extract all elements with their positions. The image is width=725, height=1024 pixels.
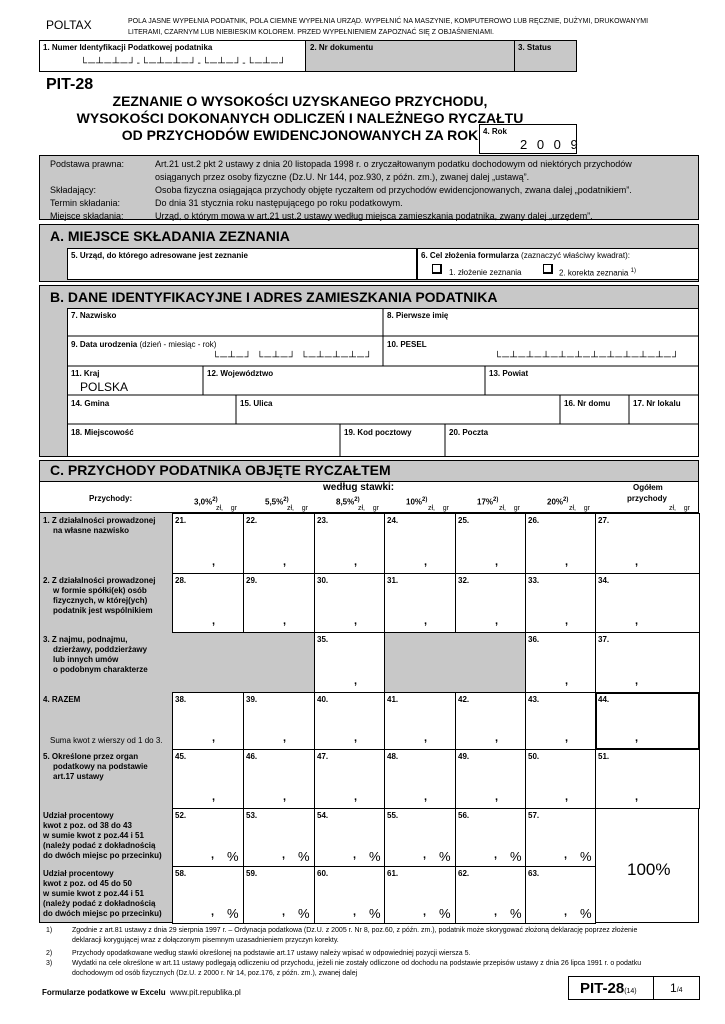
- c-cell-num-53: 53.: [246, 811, 258, 820]
- c-cell-comma: ,: [354, 615, 358, 627]
- c-cell-comma: ,: [635, 791, 639, 803]
- c-cell-34[interactable]: [595, 573, 700, 633]
- c-cell-num-35: 35.: [317, 635, 329, 644]
- c-row-label-0: 1. Z działalności prowadzonej na własne nazwisko: [43, 516, 156, 535]
- c-cell-percent: %: [510, 906, 522, 921]
- c-cell-num-47: 47.: [317, 752, 329, 761]
- c-total-label: Ogółem: [633, 483, 663, 492]
- c-rate-units-3: zł, gr: [428, 505, 450, 512]
- c-cell-comma: ,: [424, 791, 428, 803]
- footer-code: PIT-28(14): [580, 980, 637, 997]
- c-cell-44[interactable]: [595, 692, 700, 750]
- c-cell-num-57: 57.: [528, 811, 540, 820]
- c-cell-num-21: 21.: [175, 516, 187, 525]
- c-cell-comma: ,: [424, 615, 428, 627]
- c-row-label-4: 5. Określone przez organ podatkowy na podstawie art.17 ustawy: [43, 752, 148, 781]
- c-rate-units-4: zł, gr: [499, 505, 521, 512]
- c-total-units: zł, gr: [669, 505, 691, 512]
- c-cell-comma: ,: [211, 849, 215, 861]
- c-cell-num-61: 61.: [387, 869, 399, 878]
- c-cell-comma: ,: [353, 906, 357, 918]
- c-cell-num-59: 59.: [246, 869, 258, 878]
- street-label: 15. Ulica: [240, 399, 273, 408]
- postcode-label: 19. Kod pocztowy: [344, 428, 412, 437]
- form-code: PIT-28: [46, 76, 94, 93]
- c-cell-num-62: 62.: [458, 869, 470, 878]
- c-cell-comma: ,: [565, 675, 569, 687]
- section-b-title: B. DANE IDENTYFIKACYJNE I ADRES ZAMIESZKANIA PODATNIKA: [50, 289, 498, 305]
- c-cell-comma: ,: [354, 556, 358, 568]
- c-cell-37[interactable]: [595, 632, 700, 693]
- c-cell-num-51: 51.: [598, 752, 610, 761]
- voivodeship-label: 12. Województwo: [207, 369, 274, 378]
- birthdate-label: 9. Data urodzenia (dzień - miesiąc - rok): [71, 340, 217, 349]
- c-cell-num-60: 60.: [317, 869, 329, 878]
- c-cell-percent: %: [298, 906, 310, 921]
- c-row-label-2: 3. Z najmu, podnajmu, dzierżawy, poddzierżawy lub innych umów o podobnym charakterze: [43, 635, 148, 674]
- c-rate-3: 10%$^{2)}$: [406, 497, 428, 507]
- c-cell-num-32: 32.: [458, 576, 470, 585]
- c-cell-num-45: 45.: [175, 752, 187, 761]
- c-cell-comma: ,: [494, 906, 498, 918]
- c-cell-comma: ,: [565, 732, 569, 744]
- c-cell-comma: ,: [283, 556, 287, 568]
- c-cell-num-33: 33.: [528, 576, 540, 585]
- c-cell-comma: ,: [212, 556, 216, 568]
- c-cell-num-63: 63.: [528, 869, 540, 878]
- footnote-3: 3) Wydatki na cele określone w art.11 ustawy podlegają odliczeniu od przychodu, jeżeli nie zostały odliczone od dochodu na podstawie przepisów ustawy z dnia 26 lipca 1991 r. o podatku dochodowym od osób fizycznych (Dz.U. z 2000 r. Nr 14, poz.176, z późn. zm.), zwanej dalej: [46, 960, 642, 977]
- c-cell-num-49: 49.: [458, 752, 470, 761]
- c-cell-percent: %: [580, 849, 592, 864]
- c-cell-comma: ,: [635, 675, 639, 687]
- county-label: 13. Powiat: [489, 369, 529, 378]
- poltax-brand: POLTAX: [46, 18, 92, 32]
- footer-url[interactable]: www.pit.republika.pl: [170, 988, 241, 997]
- c-cell-percent: %: [227, 849, 239, 864]
- c-cell-comma: ,: [212, 615, 216, 627]
- c-rate-units-2: zł, gr: [358, 505, 380, 512]
- footer-page: 1/4: [670, 981, 683, 995]
- c-cell-comma: ,: [283, 615, 287, 627]
- c-cell-num-40: 40.: [317, 695, 329, 704]
- c-cell-comma: ,: [495, 615, 499, 627]
- c-cell-comma: ,: [283, 732, 287, 744]
- c-cell-num-54: 54.: [317, 811, 329, 820]
- c-cell-num-28: 28.: [175, 576, 187, 585]
- c-cell-comma: ,: [354, 732, 358, 744]
- c-cell-comma: ,: [424, 556, 428, 568]
- year-label: 4. Rok: [483, 127, 508, 136]
- c-cell-num-50: 50.: [528, 752, 540, 761]
- municipality-label: 14. Gmina: [71, 399, 110, 408]
- c-cell-num-55: 55.: [387, 811, 399, 820]
- c-cell-comma: ,: [565, 556, 569, 568]
- c-cell-num-44: 44.: [598, 695, 610, 704]
- c-cell-comma: ,: [423, 849, 427, 861]
- pesel-boxes[interactable]: └─┴─┴─┴─┴─┴─┴─┴─┴─┴─┴─┘: [494, 352, 680, 363]
- purpose-option-1: 1. złożenie zeznania: [449, 268, 522, 277]
- c-cell-percent: %: [510, 849, 522, 864]
- c-cell-num-26: 26.: [528, 516, 540, 525]
- c-cell-comma: ,: [353, 849, 357, 861]
- c-cell-comma: ,: [635, 732, 639, 744]
- c-rate-units-5: zł, gr: [569, 505, 591, 512]
- info-values: Art.21 ust.2 pkt 2 ustawy z dnia 20 listopada 1998 r. o zryczałtowanym podatku dochodowym od niektórych przychodów osiąganych przez osoby fizyczne (Dz.U. Nr 144, poz.930, z późn. zm.), zwanej dalej „ustawą”. Osoba fizyczna osiągająca przychody objęte ryczałtem od przychodów ewidencjonowanych, zwana dalej „podatnikiem”. Do dnia 31 stycznia roku następującego po roku podatkowym. Urząd, o którym mowa w art.21 ust.2 ustawy według miejsca zamieszkania podatnika, zwany dalej „urzędem”.: [155, 159, 632, 221]
- c-row-label-3: 4. RAZEM: [43, 695, 81, 704]
- c-rate-1: 5,5%$^{2)}$: [265, 497, 289, 507]
- footnote-2: 2) Przychody opodatkowane według stawki określonej na podstawie art.17 ustawy należy wpisać w odpowiedniej pozycji wiersza 5.: [46, 950, 471, 957]
- c-cell-comma: ,: [212, 791, 216, 803]
- c-rate-0: 3,0%$^{2)}$: [194, 497, 218, 507]
- nip-boxes[interactable]: └─┴─┴─┘-└─┴─┴─┘-└─┴─┘-└─┴─┘: [80, 58, 288, 69]
- c-cell-num-25: 25.: [458, 516, 470, 525]
- surname-label: 7. Nazwisko: [71, 311, 117, 320]
- c-cell-percent: %: [580, 906, 592, 921]
- c-cell-comma: ,: [495, 556, 499, 568]
- city-label: 18. Miejscowość: [71, 428, 134, 437]
- office-label: 5. Urząd, do którego adresowane jest zeznanie: [71, 251, 248, 260]
- status-label: 3. Status: [518, 43, 552, 52]
- c-cell-num-39: 39.: [246, 695, 258, 704]
- header-instructions: POLA JASNE WYPEŁNIA PODATNIK, POLA CIEMNE WYPEŁNIA URZĄD. WYPEŁNIĆ NA MASZYNIE, KOMPUTEROWO LUB RĘCZNIE, DUŻYMI, DRUKOWANYMI LITERAMI, CZARNYM LUB NIEBIESKIM KOLOREM. PRZED WYPEŁNIENIEM ZAPOZNAĆ SIĘ Z OBJAŚNIENIAMI.: [128, 18, 649, 36]
- c-cell-num-37: 37.: [598, 635, 610, 644]
- country-value[interactable]: POLSKA: [80, 380, 129, 394]
- c-cell-percent: %: [369, 849, 381, 864]
- c-cell-num-22: 22.: [246, 516, 258, 525]
- purpose-label: 6. Cel złożenia formularza (zaznaczyć właściwy kwadrat):: [421, 251, 630, 260]
- c-cell-comma: ,: [423, 906, 427, 918]
- c-cell-num-34: 34.: [598, 576, 610, 585]
- c-cell-num-43: 43.: [528, 695, 540, 704]
- c-rate-units-1: zł, gr: [287, 505, 309, 512]
- flat-no-label: 17. Nr lokalu: [633, 399, 681, 408]
- c-cell-num-31: 31.: [387, 576, 399, 585]
- c-cell-comma: ,: [283, 791, 287, 803]
- c-cell-num-41: 41.: [387, 695, 399, 704]
- c-cell-num-29: 29.: [246, 576, 258, 585]
- c-cell-51[interactable]: [595, 749, 700, 809]
- c-cell-comma: ,: [635, 615, 639, 627]
- c-total-label-2: przychody: [627, 494, 668, 503]
- c-cell-num-56: 56.: [458, 811, 470, 820]
- info-labels: Podstawa prawna: Składający: Termin składania: Miejsce składania:: [50, 159, 125, 221]
- surname-input[interactable]: [69, 320, 381, 335]
- c-cell-num-52: 52.: [175, 811, 187, 820]
- c-row-label-6: Udział procentowy kwot z poz. od 45 do 50 w sumie kwot z poz.44 i 51 (należy podać z dokładnością do dwóch miejsc po przecinku): [43, 869, 162, 918]
- c-cell-comma: ,: [424, 732, 428, 744]
- c-cell-comma: ,: [354, 675, 358, 687]
- c-total-percent: 100%: [627, 860, 671, 879]
- footer-divider: [653, 976, 654, 1000]
- c-cell-comma: ,: [495, 791, 499, 803]
- purpose-option-2: 2. korekta zeznania $^{1)}$: [559, 268, 636, 278]
- year-value[interactable]: 2 0 0 9: [520, 137, 581, 152]
- c-cell-comma: ,: [212, 732, 216, 744]
- c-cell-comma: ,: [494, 849, 498, 861]
- c-cell-percent: %: [439, 906, 451, 921]
- c-cell-comma: ,: [565, 615, 569, 627]
- firstname-input[interactable]: [385, 320, 697, 335]
- c-rate-2: 8,5%$^{2)}$: [336, 497, 360, 507]
- c-cell-comma: ,: [211, 906, 215, 918]
- c-cell-percent: %: [227, 906, 239, 921]
- c-rate-units-0: zł, gr: [216, 505, 238, 512]
- section-c-title: C. PRZYCHODY PODATNIKA OBJĘTE RYCZAŁTEM: [50, 462, 391, 478]
- c-cell-num-42: 42.: [458, 695, 470, 704]
- footnotes: [46, 926, 686, 979]
- c-cell-num-38: 38.: [175, 695, 187, 704]
- c-rate-4: 17%$^{2)}$: [477, 497, 499, 507]
- c-row-label-5: Udział procentowy kwot z poz. od 38 do 43 w sumie kwot z poz.44 i 51 (należy podać z dokładnością do dwóch miejsc po przecinku): [43, 811, 162, 860]
- house-no-label: 16. Nr domu: [564, 399, 611, 408]
- nip-label: 1. Numer Identyfikacji Podatkowej podatnika: [43, 43, 213, 52]
- c-cell-percent: %: [439, 849, 451, 864]
- c-cell-num-46: 46.: [246, 752, 258, 761]
- footer-credit: Formularze podatkowe w Excelu www.pit.republika.pl: [42, 988, 241, 997]
- c-cell-comma: ,: [564, 906, 568, 918]
- c-cell-27[interactable]: [595, 513, 700, 574]
- form-title: ZEZNANIE O WYSOKOŚCI UZYSKANEGO PRZYCHODU, WYSOKOŚCI DOKONANYCH ODLICZEŃ I NALEŻNEGO RYCZAŁTU OD PRZYCHODÓW EWIDENCJONOWANYCH ZA ROK: [76, 93, 524, 143]
- c-rate-caption: według stawki:: [323, 482, 395, 493]
- post-office-label: 20. Poczta: [449, 428, 489, 437]
- c-cell-comma: ,: [354, 791, 358, 803]
- birthdate-boxes[interactable]: └─┴─┘ └─┴─┘ └─┴─┴─┴─┘: [212, 352, 374, 363]
- c-cell-comma: ,: [282, 849, 286, 861]
- c-przychody-label: Przychody:: [89, 494, 133, 503]
- c-cell-percent: %: [369, 906, 381, 921]
- c-cell-num-23: 23.: [317, 516, 329, 525]
- c-cell-num-27: 27.: [598, 516, 610, 525]
- country-label: 11. Kraj: [71, 369, 100, 378]
- section-a-title: A. MIEJSCE SKŁADANIA ZEZNANIA: [50, 228, 290, 244]
- c-cell-num-30: 30.: [317, 576, 329, 585]
- doc-no-label: 2. Nr dokumentu: [310, 43, 374, 52]
- c-cell-comma: ,: [495, 732, 499, 744]
- c-cell-num-58: 58.: [175, 869, 187, 878]
- c-row-note-3: Suma kwot z wierszy od 1 do 3.: [50, 736, 163, 745]
- pesel-label: 10. PESEL: [387, 340, 427, 349]
- c-cell-num-24: 24.: [387, 516, 399, 525]
- c-rate-5: 20%$^{2)}$: [547, 497, 569, 507]
- c-cell-percent: %: [298, 849, 310, 864]
- c-cell-comma: ,: [635, 556, 639, 568]
- c-cell-comma: ,: [564, 849, 568, 861]
- c-row-label-1: 2. Z działalności prowadzonej w formie spółki(ek) osób fizycznych, w której(ych) podatnik jest wspólnikiem: [43, 576, 156, 615]
- footnote-1: 1) Zgodnie z art.81 ustawy z dnia 29 sierpnia 1997 r. – Ordynacja podatkowa (Dz.U. z 2005 r. Nr 8, poz.60, z późn. zm.), podatnik może skorygować złożoną deklarację poprzez złożenie deklaracji korygującej wraz z dołączonym pisemnym uzasadnieniem przyczyn korekty.: [46, 927, 638, 944]
- c-cell-num-48: 48.: [387, 752, 399, 761]
- c-cell-comma: ,: [282, 906, 286, 918]
- firstname-label: 8. Pierwsze imię: [387, 311, 449, 320]
- c-cell-comma: ,: [565, 791, 569, 803]
- c-cell-num-36: 36.: [528, 635, 540, 644]
